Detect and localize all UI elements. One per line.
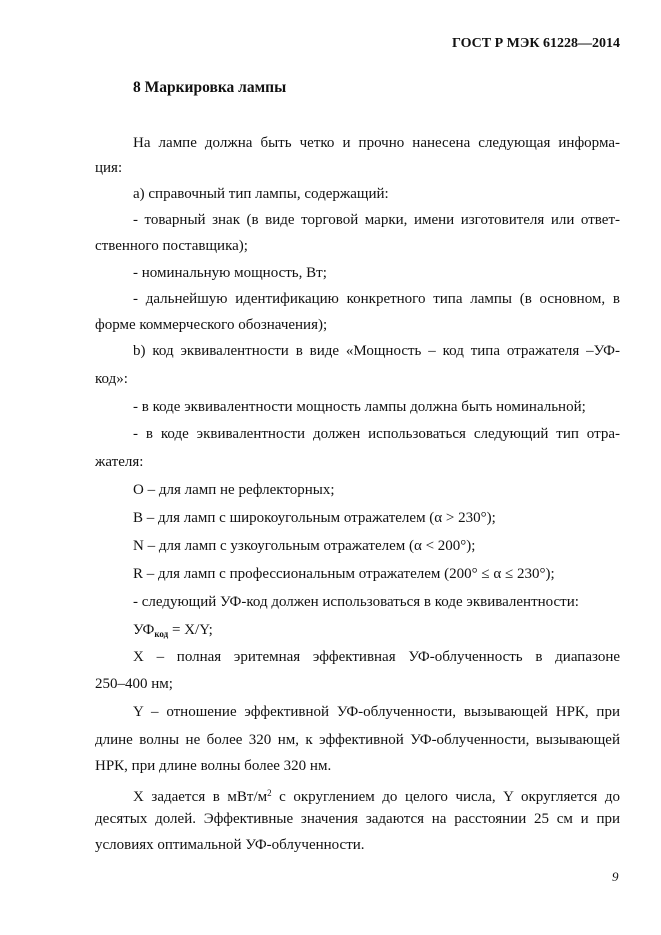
units-after: с округлением до целого числа, Y округляется до bbox=[271, 789, 620, 805]
text-line: На лампе должна быть четко и прочно нанесена следующая информа- bbox=[133, 135, 620, 151]
text-line: форме коммерческого обозначения); bbox=[95, 317, 328, 333]
formula-rest: = X/Y; bbox=[168, 622, 213, 638]
text-line: условиях оптимальной УФ-облученности. bbox=[95, 837, 365, 853]
text-line: X – полная эритемная эффективная УФ-облученность в диапазоне bbox=[133, 649, 620, 665]
text-line: - номинальную мощность, Вт; bbox=[133, 265, 327, 281]
units-superscript: 2 bbox=[267, 788, 272, 798]
units-before: X задается в мВт/м bbox=[133, 789, 268, 805]
text-line: жателя: bbox=[95, 454, 144, 470]
document-header: ГОСТ Р МЭК 61228—2014 bbox=[452, 36, 620, 51]
text-line: - следующий УФ-код должен использоваться в коде эквивалентности: bbox=[133, 594, 579, 610]
page-number: 9 bbox=[612, 869, 619, 884]
formula-main: УФ bbox=[133, 622, 155, 638]
text-line: - товарный знак (в виде торговой марки, имени изготовителя или ответ- bbox=[133, 212, 620, 228]
text-line: - в коде эквивалентности мощность лампы должна быть номинальной; bbox=[133, 399, 586, 415]
text-line: десятых долей. Эффективные значения задаются на расстоянии 25 см и при bbox=[95, 811, 620, 827]
formula-line bbox=[133, 621, 620, 643]
text-line: длине волны не более 320 нм, к эффективной УФ-облученности, вызывающей bbox=[95, 732, 620, 748]
text-line: а) справочный тип лампы, содержащий: bbox=[133, 186, 389, 202]
text-line: 250–400 нм; bbox=[95, 676, 173, 692]
text-line: НРК, при длине волны более 320 нм. bbox=[95, 758, 332, 774]
text-line: Y – отношение эффективной УФ-облученности, вызывающей НРК, при bbox=[133, 704, 620, 720]
text-line: - дальнейшую идентификацию конкретного типа лампы (в основном, в bbox=[133, 291, 620, 307]
text-line: O – для ламп не рефлекторных; bbox=[133, 482, 335, 498]
text-line: N – для ламп с узкоугольным отражателем (α < 200°); bbox=[133, 538, 476, 554]
text-line: ственного поставщика); bbox=[95, 238, 248, 254]
text-line: b) код эквивалентности в виде «Мощность – код типа отражателя –УФ- bbox=[133, 343, 620, 359]
text-line: код»: bbox=[95, 371, 128, 387]
text-line: R – для ламп с профессиональным отражателем (200° ≤ α ≤ 230°); bbox=[133, 566, 555, 582]
text-line: B – для ламп с широкоугольным отражателем (α > 230°); bbox=[133, 510, 496, 526]
text-line: - в коде эквивалентности должен использоваться следующий тип отра- bbox=[133, 426, 620, 442]
section-heading: 8 Маркировка лампы bbox=[133, 79, 287, 96]
units-line bbox=[133, 784, 620, 806]
text-line: ция: bbox=[95, 160, 123, 176]
formula-subscript: код bbox=[154, 629, 169, 639]
